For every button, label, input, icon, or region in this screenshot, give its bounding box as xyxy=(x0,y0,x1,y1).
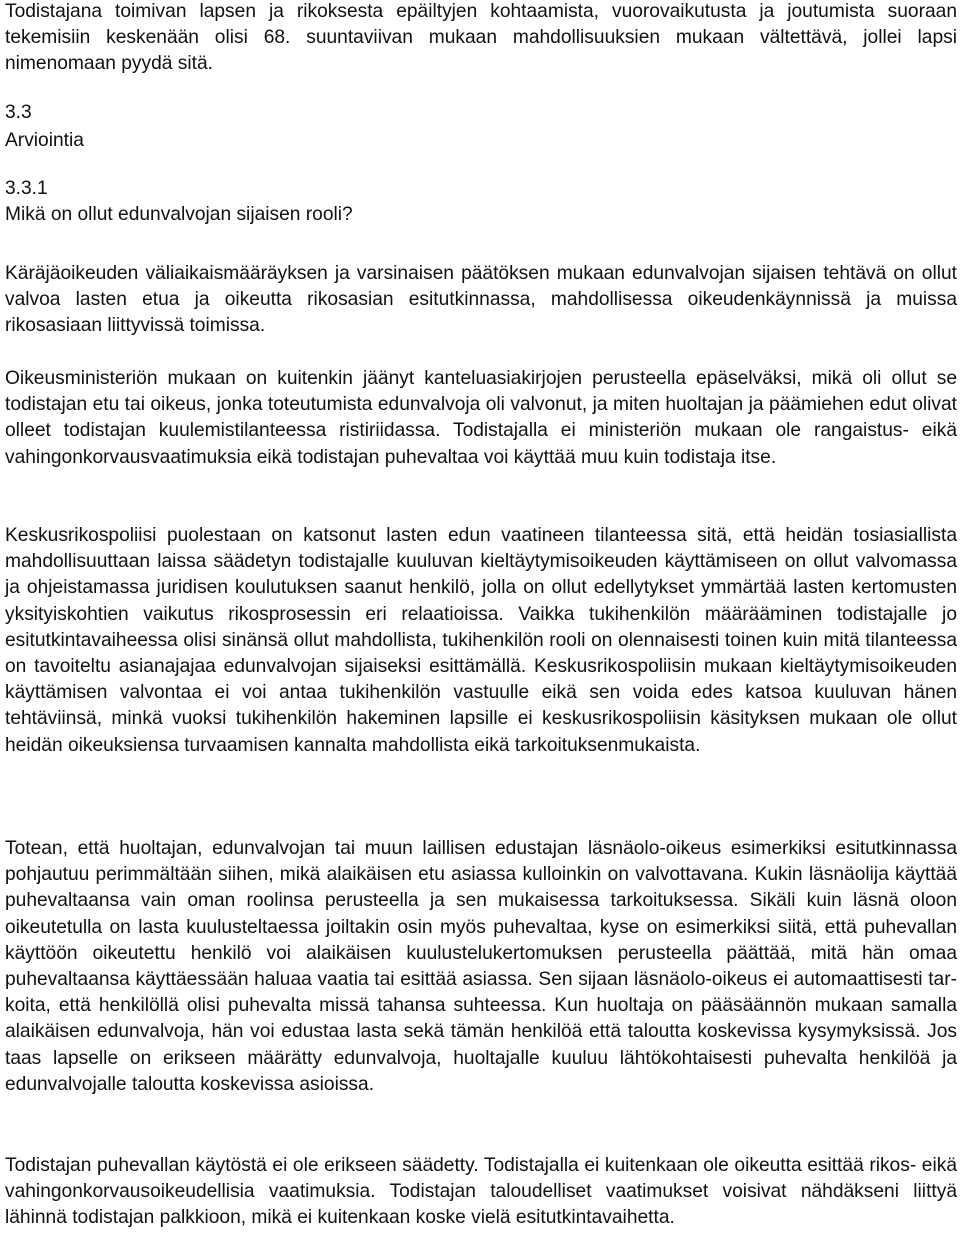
section-title: Arviointia xyxy=(5,130,84,151)
section-number: 3.3 xyxy=(5,102,32,123)
subsection-title: Mikä on ollut edunvalvojan sijaisen rooli? xyxy=(5,204,353,225)
paragraph-witness-rights: Todistajan puhevallan käytöstä ei ole erikseen säädetty. Todistajalla ei kuitenkaan ole oikeutta esittää rikos- eikä vahingonkorvausoikeudellisia vaatimuksia. Todistajan taloudelliset vaatimukset voisivat nähdäkseni liittyä lähinnä todistajan palkkioon, mikä ei kuitenkaan koske vielä esitutkintavaihetta. xyxy=(5,1155,957,1229)
paragraph-court-order: Käräjäoikeuden väliaikaismääräyksen ja varsinaisen päätöksen mukaan edunvalvojan sijaisen tehtävä on ollut valvoa lasten etua ja oikeutta rikosasian esitutkinnassa, mahdollisessa oikeudenkäynnissä ja muissa rikosasiaan liittyvissä toimissa. xyxy=(5,263,957,337)
paragraph-assessment: Totean, että huoltajan, edunvalvojan tai muun laillisen edustajan läsnäolo-oikeus esimerkiksi esitutkinnassa pohjautuu perimmältään siihen, mikä alaikäisen etu asiassa kulloinkin on valvottavana. Kukin läsnäolija käyttää puhevaltaansa vain oman roolinsa perusteella ja sen mukaisessa tarkoituksessa. Sikäli kuin läsnä oloon oikeutetulla on lasta kuulusteltaessa joiltakin osin myös puhevaltaa, kyse on esimerkiksi siitä, että puhevallan käyttöön oikeutettu henkilö voi alaikäisen kuulustelukertomuksen perusteella päättää, mitä hän omaa puhevaltaansa käyttäessään haluaa vaatia tai esittää asiassa. Sen sijaan läsnäolo-oikeus ei automaattisesti tarkoita, että henkilöllä olisi puhevalta missä tahansa suhteessa. Kun huoltaja on pääsäännön mukaan samalla alaikäisen edunvalvoja, hän voi edustaa lasta sekä tämän henkilöä että taloutta koskevissa kysymyksissä. Jos taas lapselle on erikseen määrätty edunvalvoja, huoltajalle kuuluu lähtökohtaisesti puhevalta henkilöä ja edunvalvojalle taloutta koskevissa asioissa. xyxy=(5,838,957,1095)
paragraph-intro: Todistajana toimivan lapsen ja rikoksesta epäiltyjen kohtaamista, vuorovaikutusta ja joutumista suoraan tekemisiin keskenään olisi 68. suuntaviivan mukaan mahdollisuuksien mukaan vältettävä, jollei lapsi nimenomaan pyydä sitä. xyxy=(5,1,957,75)
subsection-number: 3.3.1 xyxy=(5,178,48,199)
paragraph-ministry-view: Oikeusministeriön mukaan on kuitenkin jäänyt kanteluasiakirjojen perusteella epäselväksi, mikä oli ollut se todistajan etu tai oikeus, jonka toteutumista edunvalvoja oli valvonut, ja miten huoltajan ja päämiehen edut olivat olleet todistajan kuulemistilanteessa ristiriidassa. Todistajalla ei ministeriön mukaan ole rangaistus- eikä vahingonkorvausvaatimuksia eikä todistajan puhevaltaa voi käyttää muu kuin todistaja itse. xyxy=(5,368,957,468)
paragraph-police-view: Keskusrikospoliisi puolestaan on katsonut lasten edun vaatineen tilanteessa sitä, että heidän tosiasiallista mahdollisuuttaan laissa säädetyn todistajalle kuuluvan kieltäytymisoikeuden käyttämiseen on ollut valvomassa ja ohjeistamassa juridisen koulutuksen saanut henkilö, jolla on ollut edellytykset ymmärtää lasten kertomusten yksityiskohtien vaikutus rikosprosessin eri relaatioissa. Vaikka tukihenkilön määrääminen todistajalle jo esitutkintavaiheessa olisi sinänsä ollut mahdollista, tukihenkilön rooli on olennaisesti toinen kuin mitä tilanteessa on tavoiteltu asianajajaa edunvalvojan sijaiseksi esittämällä. Keskusrikospoliisin mukaan kieltäytymisoikeuden käyttämisen valvontaa ei voi antaa tukihenkilön vastuulle eikä sen voida edes katsoa kuuluvan hänen tehtäviinsä, minkä vuoksi tukihenkilön hakeminen lapsille ei keskusrikospoliisin käsityksen mukaan ole ollut heidän oikeuksiensa turvaamisen kannalta mahdollista eikä tarkoituksenmukaista. xyxy=(5,525,957,756)
